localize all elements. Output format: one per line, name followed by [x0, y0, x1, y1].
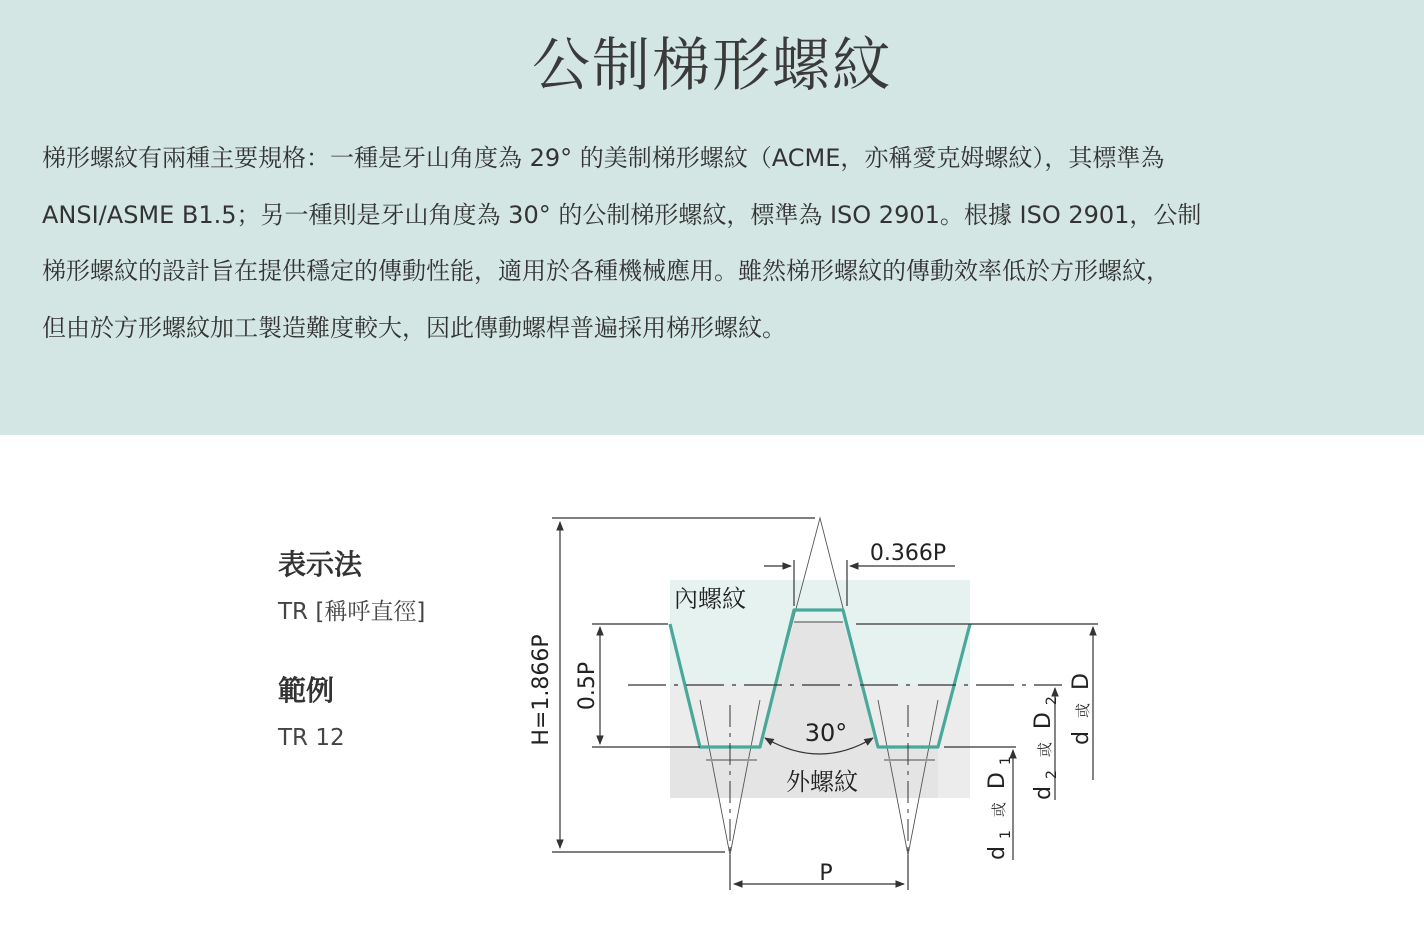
- height-label: H=1.866P: [529, 634, 554, 746]
- pitch-or: 或: [1036, 742, 1054, 758]
- description-line-2: ANSI/ASME B1.5；另一種則是牙山角度為 30° 的公制梯形螺紋，標準為 ISO 2901。根據 ISO 2901，公制: [42, 200, 1202, 229]
- major-diameter-label: [1069, 673, 1094, 745]
- angle-label: 30°: [804, 719, 848, 747]
- major-d: d: [1069, 731, 1094, 745]
- notation-value: TR [稱呼直徑]: [278, 599, 426, 625]
- example-value: TR 12: [278, 725, 345, 751]
- minor-D-sub: 1: [998, 756, 1014, 766]
- example-heading: 範例: [278, 674, 335, 707]
- description-line-4: 但由於方形螺紋加工製造難度較大，因此傳動螺桿普遍採用梯形螺紋。: [42, 313, 786, 342]
- header-section: [0, 0, 1424, 435]
- minor-or: 或: [990, 802, 1008, 818]
- description-line-1: 梯形螺紋有兩種主要規格：一種是牙山角度為 29° 的美制梯形螺紋（ACME，亦稱愛克姆螺紋），其標準為: [42, 144, 1165, 172]
- minor-d-sub: 1: [998, 830, 1014, 840]
- pitch-d-sub: 2: [1044, 770, 1060, 780]
- pitch-D-sub: 2: [1044, 696, 1060, 706]
- notation-heading: 表示法: [278, 548, 363, 581]
- flat-width-label: 0.366P: [869, 541, 947, 566]
- svg-text:d 2 或 D: [1031, 696, 1062, 800]
- svg-text:d 或 D: [1069, 673, 1094, 745]
- description-paragraph: [42, 130, 1382, 356]
- major-or: 或: [1074, 703, 1092, 719]
- pitch-diameter-label: [1031, 696, 1062, 800]
- minor-d: d: [985, 846, 1010, 860]
- half-pitch-label: 0.5P: [575, 661, 600, 711]
- pitch-d: d: [1031, 786, 1056, 800]
- internal-thread-label: 內螺紋: [674, 585, 746, 613]
- minor-diameter-label: [985, 756, 1016, 860]
- svg-text:d 1 或 D: [985, 756, 1016, 860]
- trapezoidal-thread-diagram: [500, 495, 1140, 905]
- pitch-label: P: [819, 861, 833, 886]
- page-title: 公制梯形螺紋: [531, 31, 892, 99]
- external-thread-label: 外螺紋: [786, 768, 858, 796]
- notation-panel: [278, 545, 518, 755]
- major-D: D: [1069, 673, 1094, 691]
- minor-D: D: [985, 772, 1010, 790]
- description-line-3: 梯形螺紋的設計旨在提供穩定的傳動性能，適用於各種機械應用。雖然梯形螺紋的傳動效率低於方形螺紋，: [42, 257, 1170, 285]
- pitch-D: D: [1031, 712, 1056, 730]
